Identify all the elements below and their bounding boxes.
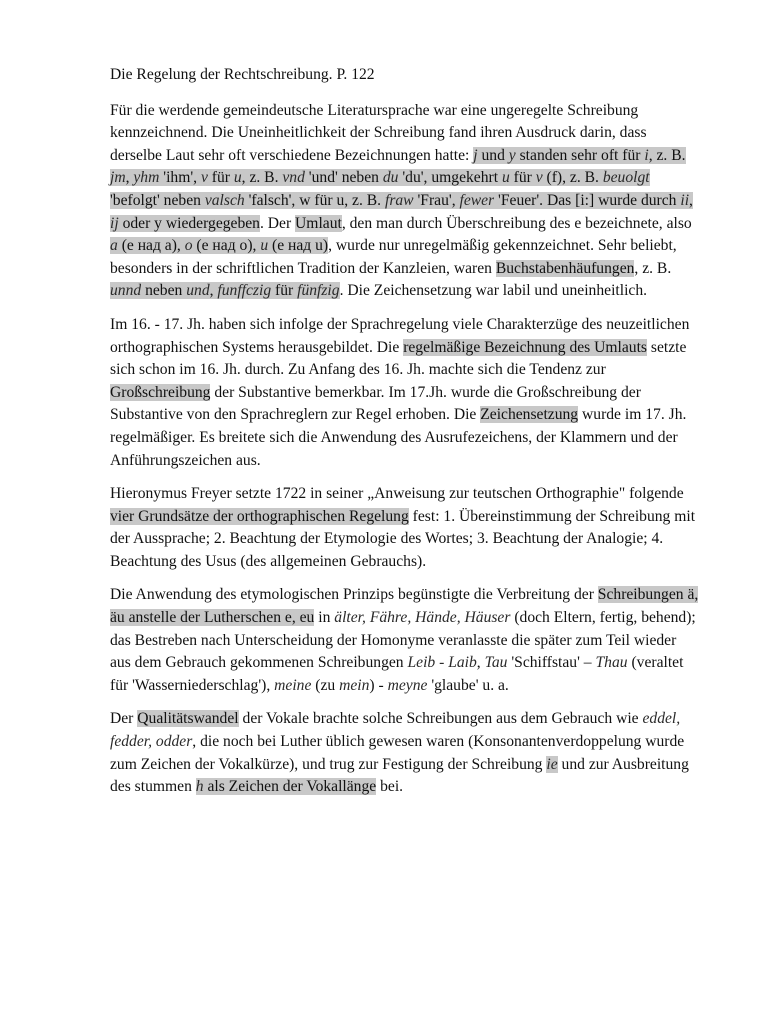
highlighted-text: vier Grundsätze der orthographischen Regelung — [110, 507, 409, 525]
italic-example: Tau — [484, 654, 508, 672]
highlighted-text: a — [110, 237, 118, 255]
highlighted-text: (e над a), — [117, 237, 185, 255]
highlighted-text: u — [233, 169, 242, 187]
highlighted-text: Schreibungen ä, äu anstelle der Lutherschen e, eu — [110, 586, 699, 627]
highlighted-text: für — [509, 169, 536, 187]
italic-example: meine — [274, 676, 312, 694]
highlighted-text: h — [195, 778, 204, 796]
document-body — [110, 100, 700, 799]
text-run: , z. B. — [634, 259, 672, 277]
text-run: Die Anwendung des etymologischen Prinzips begünstigte die Verbreitung der — [110, 586, 598, 604]
highlighted-text: Großschreibung — [110, 383, 211, 401]
text-run: und zur Ausbreitung des stummen — [110, 755, 689, 796]
highlighted-text: , — [689, 191, 693, 209]
highlighted-text: du — [382, 169, 399, 187]
highlighted-text: ij — [110, 214, 119, 232]
highlighted-text: , — [125, 169, 134, 187]
paragraph — [110, 708, 700, 798]
highlighted-text: 'Feuer'. Das [i:] wurde durch — [494, 191, 681, 209]
highlighted-text: neben — [141, 282, 187, 300]
text-run: , die noch bei Luther üblich gewesen waren (Konsonantenverdoppelung wurde zum Zeichen der Vokalkürze), und trug zur Festigung der Schreibung — [110, 733, 685, 773]
highlighted-text: u — [260, 237, 269, 255]
highlighted-text: o — [184, 237, 193, 255]
highlighted-text: als Zeichen der Vokallänge — [203, 778, 377, 796]
text-run: (doch Eltern, fertig, behend); das Bestreben nach Unterscheidung der Homonyme veranlasste die später zum Teil wieder aus dem Gebrauch gekommenen Schreibungen — [110, 609, 696, 672]
highlighted-text: und — [186, 282, 210, 300]
text-run: fest: 1. Übereinstimmung der Schreibung mit der Aussprache; 2. Beachtung der Etymologie des Wortes; 3. Beachtung der Analogie; 4. Beachtung des Usus (des allgemeinen Gebrauchs). — [110, 507, 696, 570]
text-run: , den man durch Überschreibung des e bezeichnete, also — [341, 214, 692, 232]
highlighted-text: ii — [680, 191, 690, 209]
document-title: Die Regelung der Rechtschreibung. P. 122 — [110, 66, 375, 83]
paragraph — [110, 584, 700, 697]
highlighted-text: Buchstabenhäufungen — [495, 259, 635, 277]
italic-example: älter, Fähre, Hände, Häuser — [334, 609, 511, 627]
highlighted-text: unnd — [110, 282, 142, 300]
highlighted-text: für — [271, 282, 298, 300]
highlighted-text: 'Frau', — [413, 191, 460, 209]
document-page — [110, 64, 700, 810]
text-run: Der — [110, 710, 138, 728]
italic-example: meyne — [387, 676, 428, 694]
highlighted-text: , z. B. — [241, 169, 283, 187]
highlighted-text: oder y wiedergegeben — [118, 214, 260, 232]
text-run: setzte sich schon im 16. Jh. durch. Zu Anfang des 16. Jh. machte sich die Tendenz zur — [110, 338, 687, 379]
highlighted-text: regelmäßige Bezeichnung des Umlauts — [403, 338, 647, 356]
highlighted-text: fraw — [384, 191, 414, 209]
highlighted-text: vnd — [282, 169, 305, 187]
text-run: Für die werdende gemeindeutsche Literatursprache war eine ungeregelte Schreibung kennzeichnend. Die Uneinheitlichkeit der Schreibung fand ihren Ausdruck darin, dass derselbe Laut sehr oft verschiedene Bezeichnungen hatte: — [110, 101, 647, 164]
highlighted-text: funffczig — [217, 282, 272, 300]
highlighted-text: u — [501, 169, 510, 187]
text-run: Im 16. - 17. Jh. haben sich infolge der Sprachregelung viele Charakterzüge des neuzeitlichen orthographischen Systems herausgebildet. Die — [110, 315, 690, 356]
italic-example: mein — [339, 676, 370, 694]
highlighted-text: v — [535, 169, 543, 187]
text-run: . Die Zeichensetzung war labil und uneinheitlich. — [339, 282, 648, 300]
highlighted-text: i — [644, 146, 649, 164]
highlighted-text: , z. B. — [648, 146, 686, 164]
highlighted-text: und — [477, 146, 509, 164]
highlighted-text: j — [473, 146, 478, 164]
highlighted-text: (e над o), — [192, 237, 261, 255]
paragraph — [110, 314, 700, 472]
highlighted-text: Qualitätswandel — [137, 710, 239, 728]
text-run: 'glaube' u. a. — [427, 676, 509, 694]
text-run: (zu — [311, 676, 340, 694]
paragraph — [110, 100, 700, 303]
highlighted-text: fewer — [459, 191, 495, 209]
text-run: ) - — [369, 676, 388, 694]
highlighted-text: beuolgt — [602, 169, 650, 187]
text-run: der Substantive bemerkbar. Im 17.Jh. wurde die Großschreibung der Substantive von den Sprachreglern zur Regel erhoben. Die — [110, 383, 641, 424]
highlighted-text: Umlaut — [295, 214, 342, 232]
highlighted-text: 'und' neben — [304, 169, 383, 187]
text-run: der Vokale brachte solche Schreibungen aus dem Gebrauch wie — [238, 710, 643, 728]
highlighted-text: ie — [546, 755, 558, 773]
text-run: in — [314, 609, 335, 627]
highlighted-text: Zeichensetzung — [480, 406, 579, 424]
highlighted-text: y — [508, 146, 516, 164]
highlighted-text: fünfzig — [297, 282, 340, 300]
text-run: bei. — [376, 778, 404, 796]
italic-example: eddel, fedder, odder — [110, 710, 681, 751]
text-run: , — [476, 654, 485, 672]
highlighted-text: 'ihm', — [159, 169, 201, 187]
text-run: 'Schiffstau' – — [507, 654, 596, 672]
highlighted-text: für — [207, 169, 234, 187]
text-run: . Der — [259, 214, 296, 232]
paragraph — [110, 483, 700, 573]
highlighted-text: 'du', umgekehrt — [398, 169, 502, 187]
highlighted-text: valsch — [204, 191, 245, 209]
highlighted-text: (e над u) — [268, 237, 329, 255]
highlighted-text: jm — [110, 169, 126, 187]
highlighted-text: 'falsch', w für u, z. B. — [244, 191, 385, 209]
highlighted-text: (f), z. B. — [542, 169, 603, 187]
text-run: (veraltet für 'Wasserniederschlag'), — [110, 654, 684, 694]
italic-example: Thau — [595, 654, 628, 672]
highlighted-text: 'befolgt' neben — [110, 191, 205, 209]
highlighted-text: standen sehr oft für — [515, 146, 645, 164]
highlighted-text: yhm — [133, 169, 160, 187]
text-run: wurde im 17. Jh. regelmäßiger. Es breitete sich die Anwendung des Ausrufezeichens, der Klammern und der Anführungszeichen aus. — [110, 406, 687, 469]
text-run: Hieronymus Freyer setzte 1722 in seiner „Anweisung zur teutschen Orthographie" folgende — [110, 485, 684, 503]
highlighted-text: , — [209, 282, 218, 300]
text-run: , wurde nur unregelmäßig gekennzeichnet. Sehr beliebt, besonders in der schriftlichen Tradition der Kanzleien, waren — [110, 237, 677, 277]
highlighted-text: v — [200, 169, 208, 187]
italic-example: Leib - Laib — [407, 654, 477, 672]
